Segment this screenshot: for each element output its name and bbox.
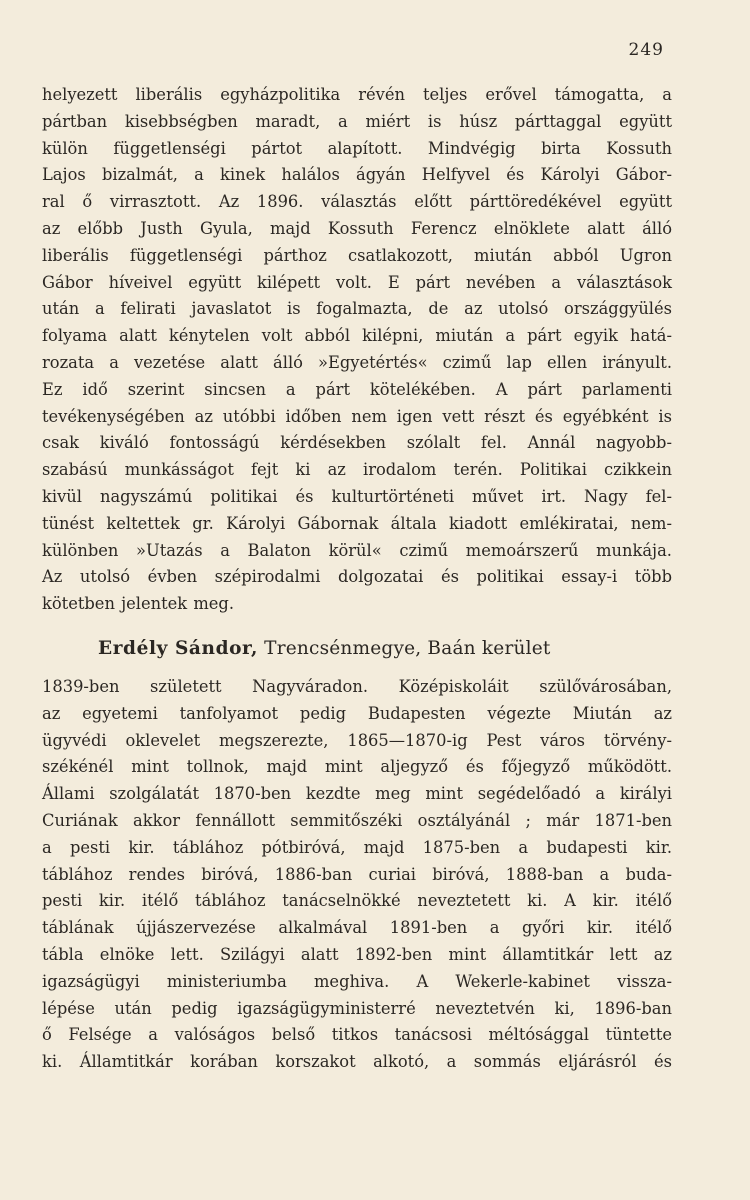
text-line: után a felirati javaslatot is fogalmazta, de az utolsó országgyülés <box>42 299 672 319</box>
text-line: különben »Utazás a Balaton körül« czimű memoárszerű munkája. <box>42 540 672 560</box>
text-line: Curiának akkor fennállott semmitőszéki osztályánál ; már 1871-ben <box>42 810 672 830</box>
text-line: tábla elnöke lett. Szilágyi alatt 1892-ben mint államtitkár lett az <box>42 944 672 964</box>
text-line: kivül nagyszámú politikai és kulturtörténeti művet irt. Nagy fel- <box>42 486 672 506</box>
page-body <box>42 82 672 1076</box>
text-line: kötetben jelentek meg. <box>42 594 235 614</box>
text-line: az előbb Justh Gyula, majd Kossuth Ferencz elnöklete alatt álló <box>42 218 672 238</box>
text-line: Ez idő szerint sincsen a párt kötelékében. A párt parlamenti <box>42 379 672 399</box>
text-line: helyezett liberális egyházpolitika révén teljes erővel támogatta, a <box>42 85 672 104</box>
text-line: ral ő virrasztott. Az 1896. választás előtt párttöredékével együtt <box>42 192 672 212</box>
text-line: székénél mint tollnok, majd mint aljegyző és főjegyző működött. <box>42 757 672 777</box>
text-line: Állami szolgálatát 1870-ben kezdte meg mint segédelőadó a királyi <box>42 784 672 804</box>
text-line: Az utolsó évben szépirodalmi dolgozatai és politikai essay-i több <box>42 567 672 587</box>
text-line: ki. Államtitkár korában korszakot alkotó, a sommás eljárásról és <box>42 1052 672 1072</box>
paragraph-2 <box>42 674 672 1076</box>
text-line: Lajos bizalmát, a kinek halálos ágyán Helfyvel és Károlyi Gábor- <box>42 165 672 185</box>
text-line: lépése után pedig igazságügyministerré neveztetvén ki, 1896-ban <box>42 998 672 1018</box>
text-line: folyama alatt kénytelen volt abból kilépni, miután a párt egyik hatá- <box>42 326 672 346</box>
text-line: igazságügyi ministeriumba meghiva. A Wekerle-kabinet vissza- <box>42 971 672 991</box>
text-line: csak kiváló fontosságú kérdésekben szólalt fel. Annál nagyobb- <box>42 433 672 453</box>
heading-name: Erdély Sándor, <box>98 637 259 659</box>
section-heading <box>42 634 672 664</box>
text-line: szabású munkásságot fejt ki az irodalom terén. Politikai czikkein <box>42 460 672 480</box>
text-line: tünést keltettek gr. Károlyi Gábornak általa kiadott emlékiratai, nem- <box>42 513 672 533</box>
text-line: pesti kir. itélő táblához tanácselnökké neveztetett ki. A kir. itélő <box>42 891 672 911</box>
text-line: pártban kisebbségben maradt, a miért is húsz párttaggal együtt <box>42 111 672 131</box>
page-number: 249 <box>628 40 664 60</box>
paragraph-1 <box>42 82 672 618</box>
text-line: liberális függetlenségi párthoz csatlakozott, miután abból Ugron <box>42 245 672 265</box>
text-line: Gábor híveivel együtt kilépett volt. E párt nevében a választások <box>42 272 672 292</box>
text-line: a pesti kir. táblához pótbiróvá, majd 1875-ben a budapesti kir. <box>42 837 672 857</box>
text-line: ő Felsége a valóságos belső titkos tanácsosi méltósággal tüntette <box>42 1025 672 1045</box>
text-line: rozata a vezetése alatt álló »Egyetértés« czimű lap ellen irányult. <box>42 352 672 372</box>
text-line: táblához rendes biróvá, 1886-ban curiai biróvá, 1888-ban a buda- <box>42 864 672 884</box>
text-line: táblának újjászervezése alkalmával 1891-ben a győri kir. itélő <box>42 918 672 938</box>
text-line: ügyvédi oklevelet megszerezte, 1865—1870-ig Pest város törvény- <box>42 730 672 750</box>
heading-district: Trencsénmegye, Baán kerület <box>258 637 551 659</box>
text-line: tevékenységében az utóbbi időben nem igen vett részt és egyébként is <box>42 406 672 426</box>
text-line: az egyetemi tanfolyamot pedig Budapesten végezte Miután az <box>42 703 672 723</box>
text-line: 1839-ben született Nagyváradon. Középiskoláit szülővárosában, <box>42 676 672 696</box>
text-line: külön függetlenségi pártot alapított. Mindvégig birta Kossuth <box>42 138 672 158</box>
